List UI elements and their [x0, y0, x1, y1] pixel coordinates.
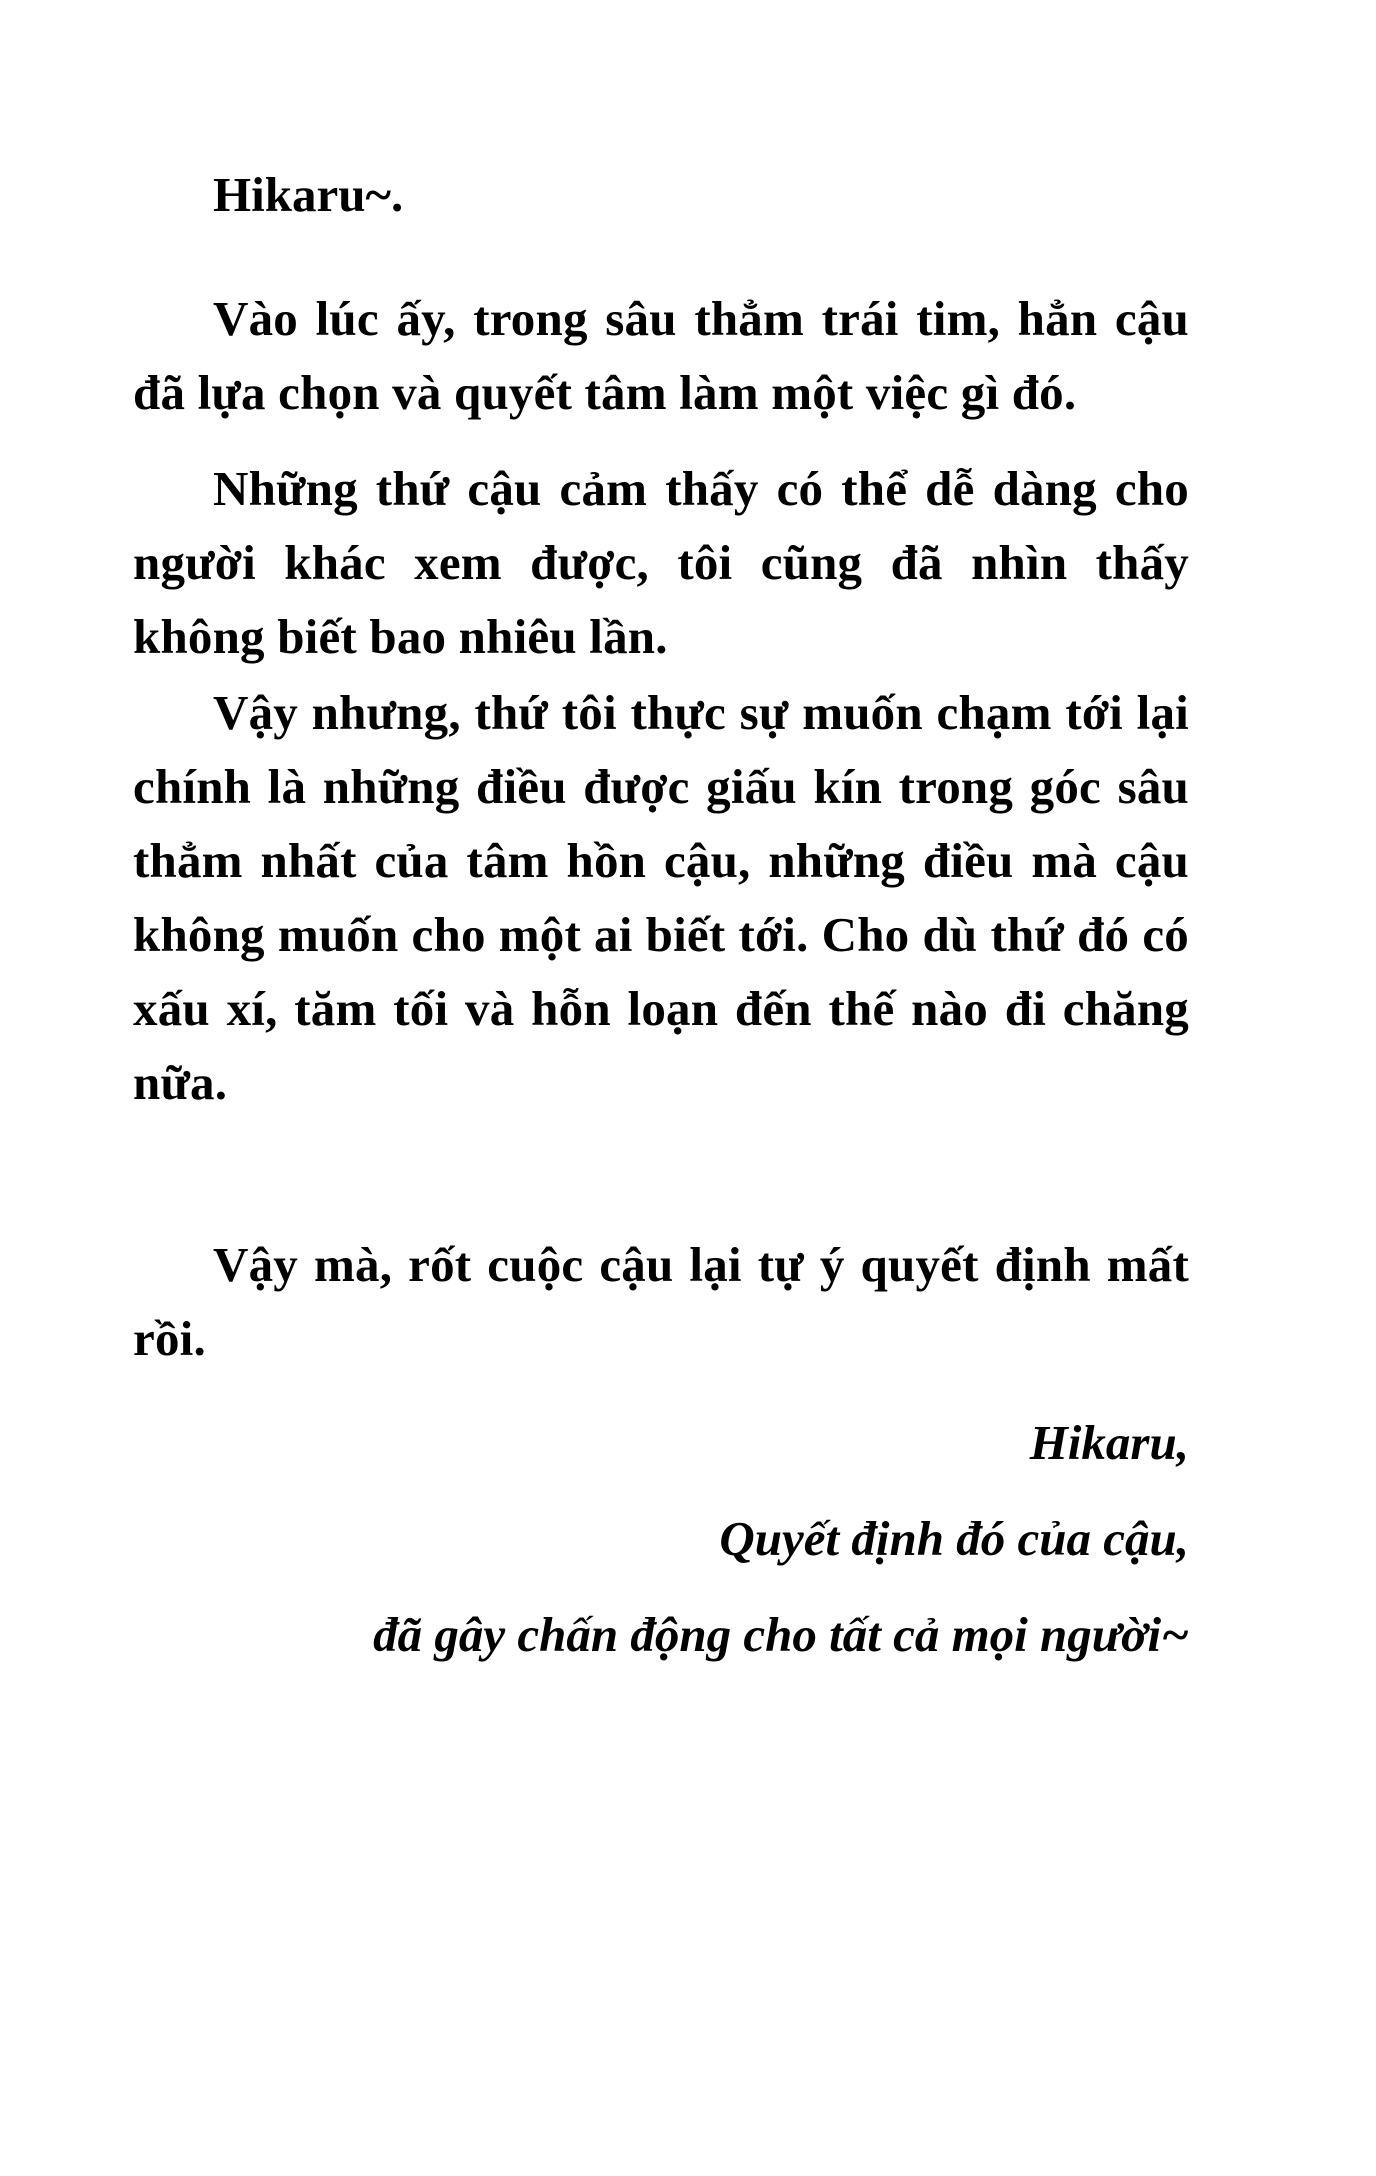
heading: Hikaru~. [213, 167, 404, 222]
paragraph-text: Vào lúc ấy, trong sâu thẳm trái tim, hẳn cậu đã lựa chọn và quyết tâm làm một việc gì đó. [133, 291, 1189, 420]
italic-signature-block [373, 1395, 1189, 1683]
paragraph-text: Vậy nhưng, thứ tôi thực sự muốn chạm tới lại chính là những điều được giấu kín trong góc sâu thẳm nhất của tâm hồn cậu, những điều mà cậu không muốn cho một ai biết tới. Cho dù thứ đó có xấu xí, tăm tối và hỗn loạn đến thế nào đi chăng nữa. [133, 685, 1189, 1110]
paragraph-text: Vậy mà, rốt cuộc cậu lại tự ý quyết định mất rồi. [133, 1237, 1189, 1366]
paragraph-4 [133, 1228, 1189, 1376]
paragraph-2 [133, 452, 1189, 674]
signature-line-2: Quyết định đó của cậu, [719, 1511, 1189, 1566]
signature-line-1: Hikaru, [1029, 1415, 1189, 1470]
paragraph-text: Những thứ cậu cảm thấy có thể dễ dàng cho người khác xem được, tôi cũng đã nhìn thấy không biết bao nhiêu lần. [133, 461, 1189, 664]
paragraph-1 [133, 282, 1189, 430]
signature-line-3: đã gây chấn động cho tất cả mọi người~ [373, 1607, 1189, 1662]
paragraph-3 [133, 676, 1189, 1120]
